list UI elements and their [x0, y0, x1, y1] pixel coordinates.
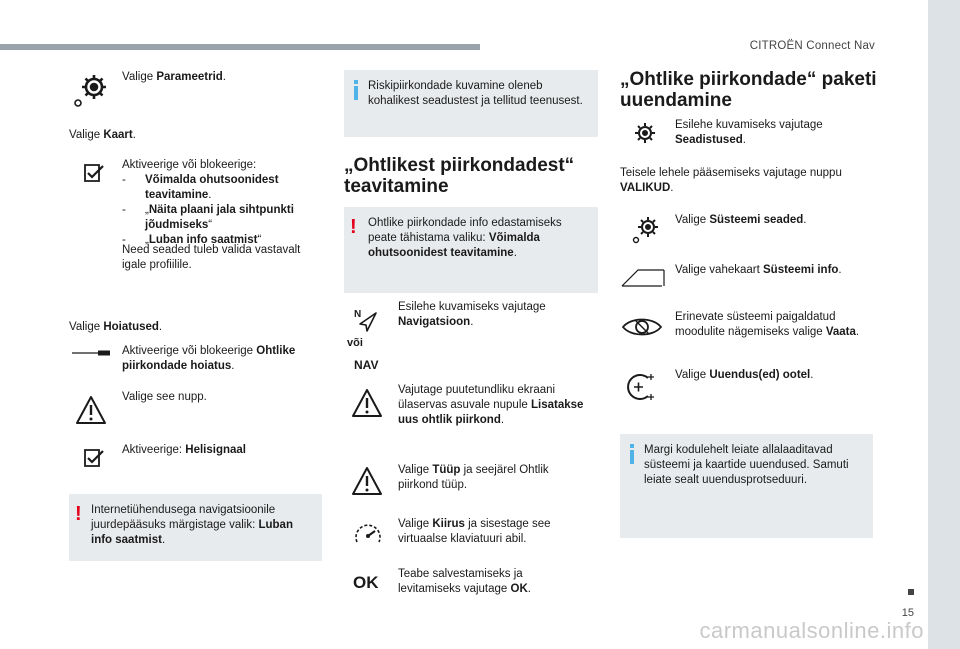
- step-valikud: Teisele lehele pääsemiseks vajutage nuppu VALIKUD.: [620, 167, 842, 194]
- info-box-riskipiirkonnad: Riskipiirkondade kuvamine oleneb kohalikest seadustest ja tellitud teenusest.: [344, 70, 598, 137]
- step-lisatakse: Vajutage puutetundliku ekraani ülaservas asuvale nupule Lisatakse uus ohtlik piirkond.: [398, 384, 584, 426]
- nav-button-label: NAV: [354, 358, 379, 372]
- step-nupp: Valige see nupp.: [122, 391, 207, 403]
- page-number: 15: [901, 607, 914, 619]
- step-vaata: Erinevate süsteemi paigaldatud moodulite nägemiseks valige Vaata.: [675, 311, 860, 338]
- step-systeemi-seaded: Valige Süsteemi seaded.: [675, 214, 807, 226]
- exclamation-icon: !: [75, 503, 82, 525]
- step-kaart: Valige Kaart.: [69, 129, 136, 141]
- info-icon: [352, 80, 360, 100]
- warning-icon: [75, 395, 107, 425]
- update-icon: [622, 370, 658, 404]
- step-parameetrid: Valige Parameetrid.: [122, 71, 226, 83]
- eye-icon: [621, 315, 663, 339]
- page-edge-sidebar: [928, 0, 960, 649]
- svg-text:N: N: [354, 309, 362, 320]
- page-marker: [908, 589, 914, 595]
- speedometer-icon: [353, 520, 383, 548]
- section-title-uuendamine: „Ohtlike piirkondade“ paketi uuendamine: [620, 69, 877, 111]
- warning-box-ohtlike: ! Ohtlike piirkondade info edastamiseks peate tähistama valiku: Võimalda ohutsoonidest teavitamine.: [344, 207, 598, 293]
- info-icon: [628, 444, 636, 464]
- gear-icon: [632, 120, 658, 146]
- step-kiirus: Valige Kiirus ja sisestage see virtuaalse klaviatuuri abil.: [398, 518, 551, 545]
- map-options-text: Aktiveerige või blokeerige: - Võimalda ohutsoonidest teavitamine. - „Näita plaani jala sihtpunkti jõudmiseks“ - „Luban info saatmist“: [122, 159, 294, 246]
- step-systeemi-info: Valige vahekaart Süsteemi info.: [675, 264, 842, 276]
- exclamation-icon: !: [350, 216, 357, 238]
- warning-icon: [351, 466, 383, 496]
- step-ohtlike-hoiatus: Aktiveerige või blokeerige Ohtlike piirkondade hoiatus.: [122, 345, 296, 372]
- step-helisignaal: Aktiveerige: Helisignaal: [122, 444, 246, 456]
- checkbox-icon: [82, 448, 106, 468]
- or-label: või: [347, 337, 363, 349]
- section-title-teavitamine: „Ohtlikest piirkondadest“ teavitamine: [344, 155, 575, 197]
- tab-icon: [620, 268, 666, 288]
- gear-icon: [630, 214, 662, 246]
- step-navigatsioon: Esilehe kuvamiseks vajutage Navigatsioon.: [398, 301, 546, 328]
- profile-note: Need seaded tuleb valida vastavalt igale profiilile.: [122, 244, 301, 271]
- header-bar: [0, 44, 480, 50]
- step-hoiatused: Valige Hoiatused.: [69, 321, 163, 333]
- brand-name: CITROËN Connect Nav: [749, 40, 875, 52]
- step-uuendus: Valige Uuendus(ed) ootel.: [675, 369, 814, 381]
- step-ok: Teabe salvestamiseks ja levitamiseks vajutage OK.: [398, 568, 531, 595]
- gear-icon: [70, 70, 112, 112]
- step-seadistused: Esilehe kuvamiseks vajutage Seadistused.: [675, 119, 823, 146]
- toggle-line-icon: [70, 348, 112, 358]
- info-box-uuendused: Margi kodulehelt leiate allalaaditavad süsteemi ja kaartide uuendused. Samuti leiate sealt uuendusprotseduuri.: [620, 434, 873, 538]
- step-tyyp: Valige Tüüp ja seejärel Ohtlik piirkond tüüp.: [398, 464, 549, 491]
- watermark: carmanualsonline.info: [699, 618, 924, 643]
- ok-button-label: OK: [353, 573, 379, 592]
- checkbox-icon: [82, 163, 106, 183]
- nav-arrow-icon: [354, 307, 380, 333]
- warning-icon: [351, 388, 383, 418]
- warning-box-internet: ! Internetiühendusega navigatsioonile juurdepääsuks märgistage valik: Luban info saatmist.: [69, 494, 322, 561]
